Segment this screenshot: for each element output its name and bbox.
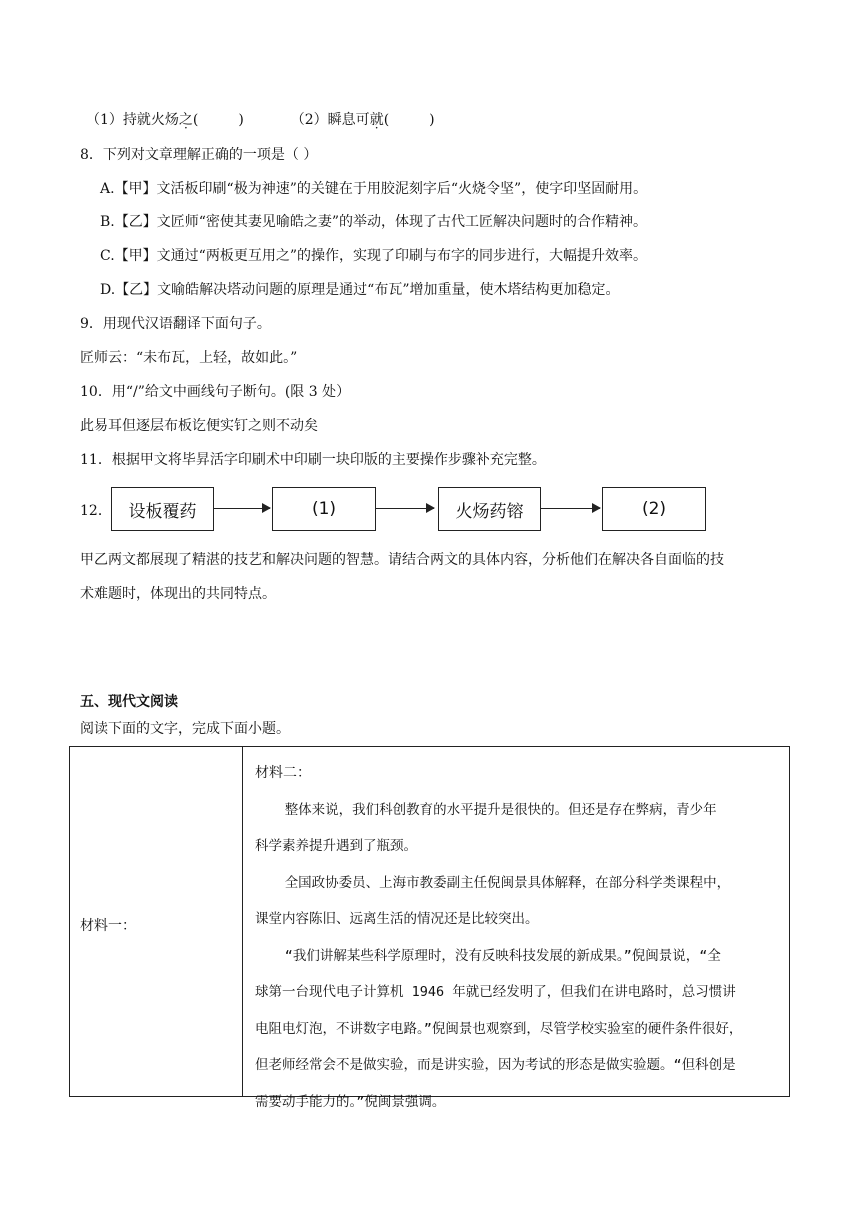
q9-stem: 9．用现代汉语翻译下面句子。 — [80, 316, 271, 332]
q8-option-a: A.【甲】文活板印刷“极为神速”的关键在于用胶泥刻字后“火烧令坚”，使字印坚固耐用。 — [100, 181, 648, 197]
q8-stem: 8．下列对文章理解正确的一项是（ ） — [80, 147, 318, 163]
flow-arrow-icon — [541, 508, 600, 509]
q12-number: 12． — [80, 503, 112, 519]
section-instruction: 阅读下面的文字，完成下面小题。 — [80, 721, 290, 737]
q10-sentence: 此易耳但逐层布板讫便实钉之则不动矣 — [80, 418, 318, 434]
material-two-line: 科学素养提升遇到了瓶颈。 — [255, 838, 417, 854]
material-two-line: 需要动手能力的。”倪闽景强调。 — [255, 1093, 446, 1110]
section-heading: 五、现代文阅读 — [80, 694, 178, 710]
material-two-line: 电阻电灯泡，不讲数字电路。”倪闽景也观察到，尽管学校实验室的硬件条件很好， — [255, 1020, 743, 1037]
material-one-label: 材料一： — [80, 918, 136, 934]
q8-option-d: D.【乙】文喻皓解决塔动问题的原理是通过“布瓦”增加重量，使木塔结构更加稳定。 — [100, 282, 620, 298]
q12-text-line-2: 术难题时，体现出的共同特点。 — [80, 586, 276, 602]
q7-item2-prefix: （2）瞬息可 — [290, 112, 370, 128]
table-divider — [242, 747, 243, 1096]
q11-stem: 11．根据甲文将毕昇活字印刷术中印刷一块印版的主要操作步骤补充完整。 — [80, 452, 546, 468]
q12-text-line-1: 甲乙两文都展现了精湛的技艺和解决问题的智慧。请结合两文的具体内容，分析他们在解决各自面临的技 — [80, 552, 724, 568]
q10-stem: 10．用“/”给文中画线句子断句。(限 3 处） — [80, 384, 351, 400]
q12-flow-diagram — [80, 484, 720, 532]
flow-step-box-2: (1) — [272, 487, 376, 531]
material-two-line: 课堂内容陈旧、远离生活的情况还是比较突出。 — [255, 911, 539, 927]
material-two-cell — [255, 755, 780, 1120]
material-two-title: 材料二： — [255, 765, 311, 781]
material-two-line: 全国政协委员、上海市教委副主任倪闽景具体解释，在部分科学类课程中， — [284, 874, 731, 891]
material-two-line: “我们讲解某些科学原理时，没有反映科技发展的新成果。”倪闽景说，“全 — [284, 947, 721, 964]
q9-sentence: 匠师云：“未布瓦，上轻，故如此。” — [80, 350, 298, 366]
material-two-line: 球第一台现代电子计算机 1946 年就已经发明了，但我们在讲电路时，总习惯讲 — [255, 984, 736, 1000]
q7-items-line — [86, 110, 435, 130]
material-two-line: 整体来说，我们科创教育的水平提升是很快的。但还是存在弊病，青少年 — [284, 801, 717, 818]
q7-item1-prefix: （1）持就火炀 — [86, 112, 179, 128]
flow-arrow-icon — [376, 508, 434, 509]
flow-arrow-icon — [214, 508, 270, 509]
q7-item2-dotted-char: 就 — [369, 112, 384, 128]
material-two-line: 但老师经常会不是做实验，而是讲实验，因为考试的形态是做实验题。“但科创是 — [255, 1057, 736, 1073]
q7-item2-paren-open: ( — [383, 112, 390, 128]
flow-step-box-4: (2) — [602, 487, 706, 531]
q7-item1-dotted-char: 之 — [178, 112, 193, 128]
q8-option-c: C.【甲】文通过“两板更互用之”的操作，实现了印刷与布字的同步进行，大幅提升效率。 — [100, 248, 647, 264]
q7-item2-paren-close: ) — [429, 112, 435, 128]
q8-option-b: B.【乙】文匠师“密使其妻见喻皓之妻”的举动，体现了古代工匠解决问题时的合作精神。 — [100, 214, 648, 230]
flow-step-box-1: 设板覆药 — [111, 487, 214, 531]
q7-item1-paren-close: ) — [238, 112, 244, 128]
flow-step-box-3: 火炀药镕 — [438, 487, 541, 531]
q7-item1-paren-open: ( — [192, 112, 199, 128]
materials-table — [69, 746, 790, 1110]
